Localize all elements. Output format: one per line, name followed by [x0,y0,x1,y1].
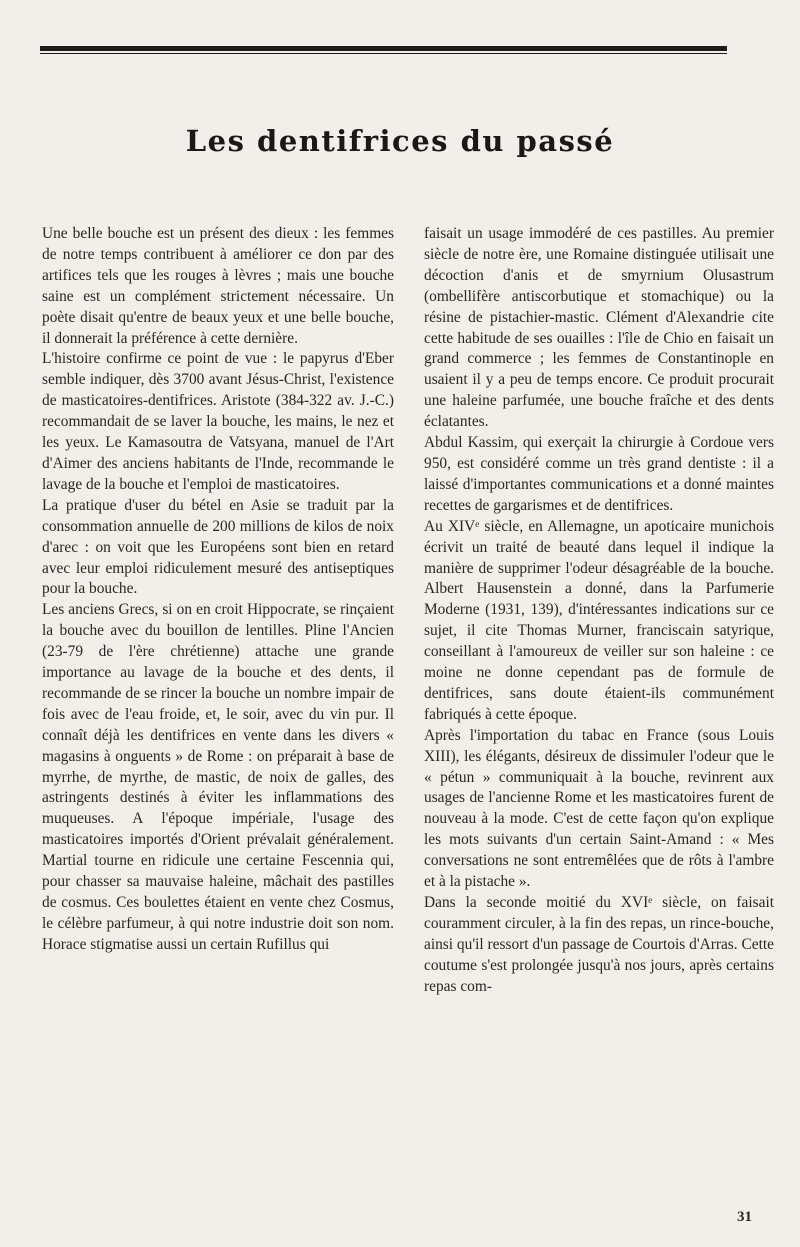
header-rule-thick [40,46,727,51]
paragraph: Au XIVᵉ siècle, en Allemagne, un apoticaire munichois écrivit un traité de beauté dans lequel il indique la manière de supprimer l'odeur désagréable de la bouche. Albert Hausenstein a donné, dans la Parfumerie Moderne (1931, 139), d'intéressantes indications sur ce sujet, il cite Thomas Murner, franciscain satyrique, conseillant à l'amoureux de veiller sur son haleine : ce moine ne donne cependant pas de formule de dentifrices, sans doute étaient-ils communément fabriqués à cette époque. [424,517,774,723]
page-number: 31 [737,1209,752,1225]
paragraph: La pratique d'user du bétel en Asie se traduit par la consommation annuelle de 200 millions de kilos de noix d'arec : on voit que les Européens sont bien en retard avec leur emploi ridiculement mesuré des antiseptiques pour la bouche. [42,496,394,598]
right-column [424,224,774,998]
paragraph: Abdul Kassim, qui exerçait la chirurgie à Cordoue vers 950, est considéré comme un très grand dentiste : il a laissé d'importantes communications et a donné maintes recettes de gargarismes et de dentifrices. [424,434,774,514]
paragraph: Dans la seconde moitié du XVIᵉ siècle, on faisait couramment circuler, à la fin des repas, un rince-bouche, ainsi qu'il ressort d'un passage de Courtois d'Arras. Cette coutume s'est prolongée jusqu'à nos jours, après certains repas com- [424,894,774,995]
left-column [42,224,394,956]
paragraph: Après l'importation du tabac en France (sous Louis XIII), les élégants, désireux de dissimuler l'odeur que le « pétun » communiquait à la bouche, revinrent aux usages de l'ancienne Rome et les masticatoires furent de nouveau à la mode. C'est de cette façon qu'on explique les mots suivants d'un certain Saint-Amand : « Mes conversations ne sont entremêlées que de rôts à l'ambre et à la pistache ». [424,726,774,891]
paragraph: Une belle bouche est un présent des dieux : les femmes de notre temps contribuent à améliorer ce don par des artifices tels que les rouges à lèvres ; mais une bouche saine est un complément strictement nécessaire. Un poète disait qu'entre de beaux yeux et une belle bouche, il donnerait la préférence à cette dernière. [42,225,394,347]
article-title: Les dentifrices du passé [185,124,615,158]
paragraph: Les anciens Grecs, si on en croit Hippocrate, se rinçaient la bouche avec du bouillon de lentilles. Pline l'Ancien (23-79 de l'ère chrétienne) attache une grande importance au lavage de la bouche et des dents, il recommande de se rincer la bouche un nombre impair de fois avec de l'eau froide, et, le soir, avec du vin pur. Il connaît déjà les dentifrices en vente dans les divers « magasins à onguents » de Rome : on préparait à base de myrrhe, de myrthe, de mastic, de noix de galles, des astringents destinés à éviter les inflammations des muqueuses. A l'époque impériale, l'usage des masticatoires importés d'Orient prévalait généralement. Martial tourne en ridicule une certaine Fescennia qui, pour chasser sa mauvaise haleine, mâchait des pastilles de cosmus. Ces boulettes étaient en vente chez Cosmus, le célèbre parfumeur, à qui notre industrie doit son nom. Horace stigmatise aussi un certain Rufillus qui [42,601,394,953]
paragraph: L'histoire confirme ce point de vue : le papyrus d'Eber semble indiquer, dès 3700 avant Jésus-Christ, l'existence de masticatoires-dentifrices. Aristote (384-322 av. J.-C.) recommandait de se laver la bouche, les mains, le nez et les yeux. Le Kamasoutra de Vatsyana, manuel de l'Art d'Aimer des anciens habitants de l'Inde, recommande le lavage de la bouche et l'emploi de masticatoires. [42,350,394,493]
header-rule-thin [40,53,727,54]
paragraph: faisait un usage immodéré de ces pastilles. Au premier siècle de notre ère, une Romaine distinguée utilisait une décoction d'anis et de smyrnium Olusastrum (ombellifère antiscorbutique et stomachique) ou la résine de pistachier-mastic. Clément d'Alexandrie cite cette habitude de ses ouailles : l'île de Chio en faisait un grand commerce ; les femmes de Constantinople en usaient il y a peu de temps encore. Ce produit procurait une haleine parfumée, une bouche fraîche et des dents éclatantes. [424,225,774,431]
